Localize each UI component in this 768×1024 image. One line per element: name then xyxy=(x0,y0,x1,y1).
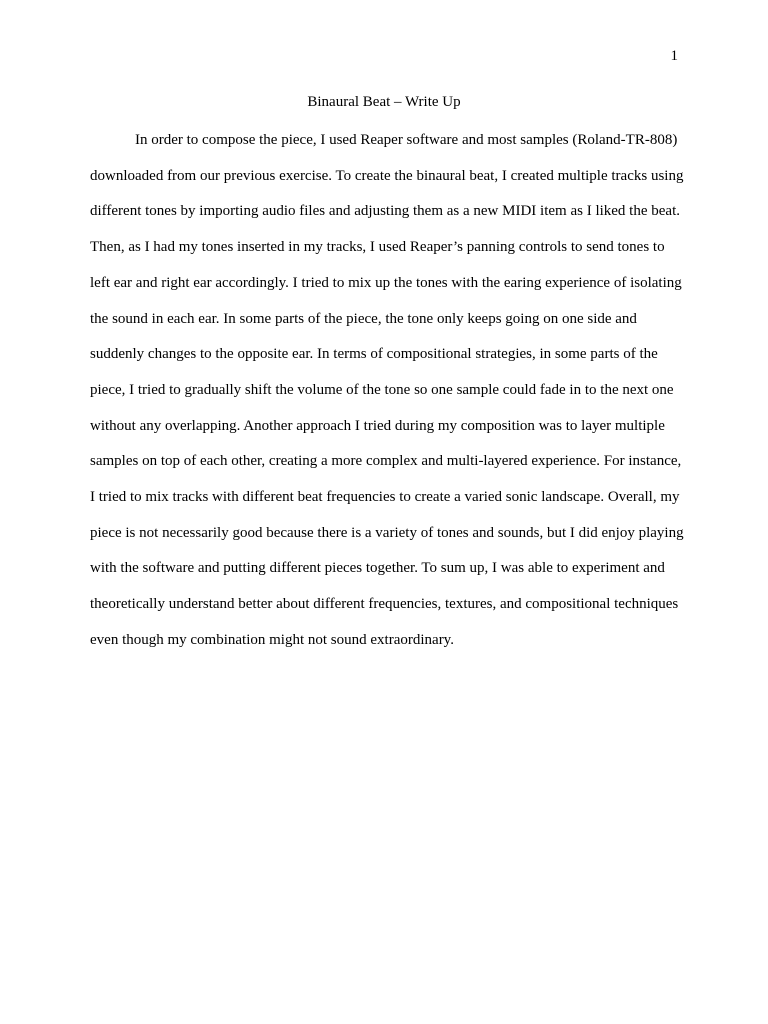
body-paragraph: In order to compose the piece, I used Reaper software and most samples (Roland-TR-808) downloaded from our previous exercise. To create the binaural beat, I created multiple tracks using different tones by importing audio files and adjusting them as a new MIDI item as I liked the beat. Then, as I had my tones inserted in my tracks, I used Reaper’s panning controls to send tones to left ear and right ear accordingly. I tried to mix up the tones with the earing experience of isolating the sound in each ear. In some parts of the piece, the tone only keeps going on one side and suddenly changes to the opposite ear. In terms of compositional strategies, in some parts of the piece, I tried to gradually shift the volume of the tone so one sample could fade in to the next one without any overlapping. Another approach I tried during my composition was to layer multiple samples on top of each other, creating a more complex and multi-layered experience. For instance, I tried to mix tracks with different beat frequencies to create a varied sonic landscape. Overall, my piece is not necessarily good because there is a variety of tones and sounds, but I did enjoy playing with the software and putting different pieces together. To sum up, I was able to experiment and theoretically understand better about different frequencies, textures, and compositional techniques even though my combination might not sound extraordinary. xyxy=(90,132,684,648)
page-number: 1 xyxy=(670,48,678,64)
document-title: Binaural Beat – Write Up xyxy=(307,94,461,110)
